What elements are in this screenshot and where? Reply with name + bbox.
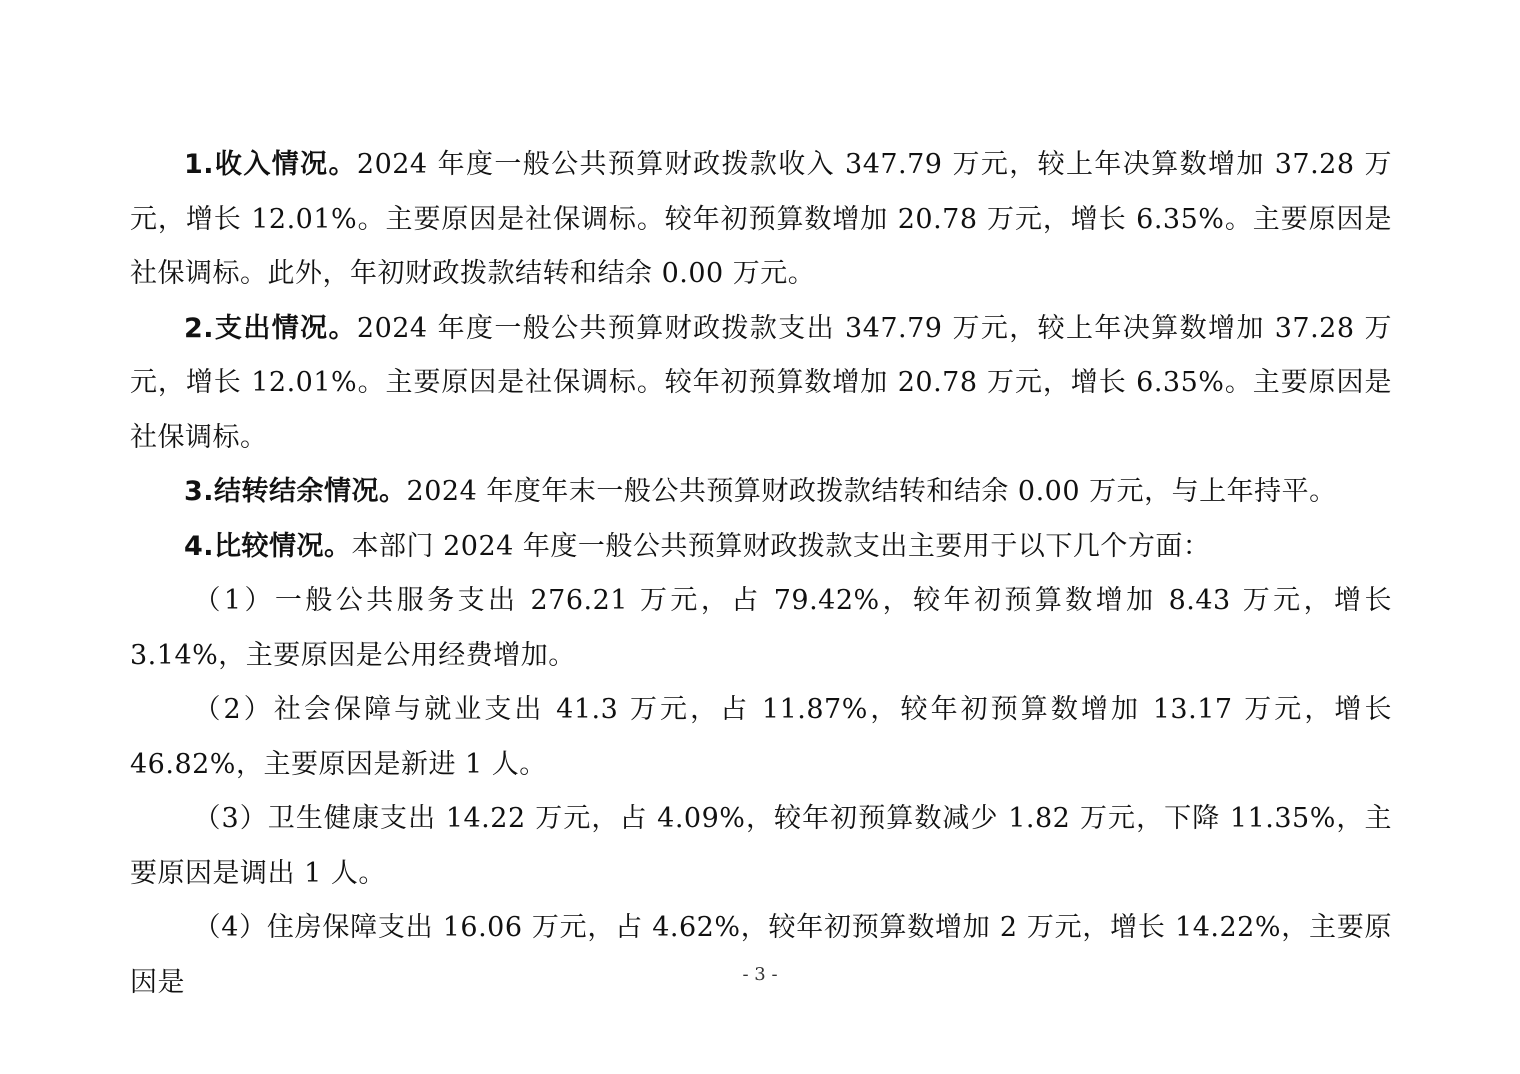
document-body	[130, 138, 1392, 1010]
text-carryover: 2024 年度年末一般公共预算财政拨款结转和结余 0.00 万元，与上年持平。	[406, 476, 1337, 507]
heading-comparison: 4.比较情况。	[184, 530, 352, 562]
heading-expenditure: 2.支出情况。	[184, 312, 357, 344]
list-item-housing: （4）住房保障支出 16.06 万元，占 4.62%，较年初预算数增加 2 万元，增长 14.22%，主要原因是	[130, 912, 1392, 998]
list-item-social-security: （2）社会保障与就业支出 41.3 万元，占 11.87%，较年初预算数增加 13.17 万元，增长 46.82%，主要原因是新进 1 人。	[130, 694, 1392, 780]
heading-carryover: 3.结转结余情况。	[184, 476, 407, 507]
page-number: - 3 -	[742, 964, 778, 985]
paragraph-expenditure	[130, 302, 1392, 466]
paragraph-income	[130, 138, 1392, 302]
list-item-general-services: （1）一般公共服务支出 276.21 万元，占 79.42%，较年初预算数增加 8.43 万元，增长 3.14%，主要原因是公用经费增加。	[130, 585, 1392, 671]
text-income: 2024 年度一般公共预算财政拨款收入 347.79 万元，较上年决算数增加 37.28 万元，增长 12.01%。主要原因是社保调标。较年初预算数增加 20.78 万元，增长 6.35%。主要原因是社保调标。此外，年初财政拨款结转和结余 0.00 万元。	[130, 149, 1392, 289]
text-comparison: 本部门 2024 年度一般公共预算财政拨款支出主要用于以下几个方面：	[351, 530, 1211, 562]
list-item-health: （3）卫生健康支出 14.22 万元，占 4.09%，较年初预算数减少 1.82 万元，下降 11.35%，主要原因是调出 1 人。	[130, 803, 1392, 889]
heading-income: 1.收入情况。	[184, 149, 357, 180]
paragraph-carryover	[130, 465, 1392, 520]
paragraph-comparison	[130, 520, 1392, 575]
text-expenditure: 2024 年度一般公共预算财政拨款支出 347.79 万元，较上年决算数增加 37.28 万元，增长 12.01%。主要原因是社保调标。较年初预算数增加 20.78 万元，增长 6.35%。主要原因是社保调标。	[130, 312, 1392, 453]
